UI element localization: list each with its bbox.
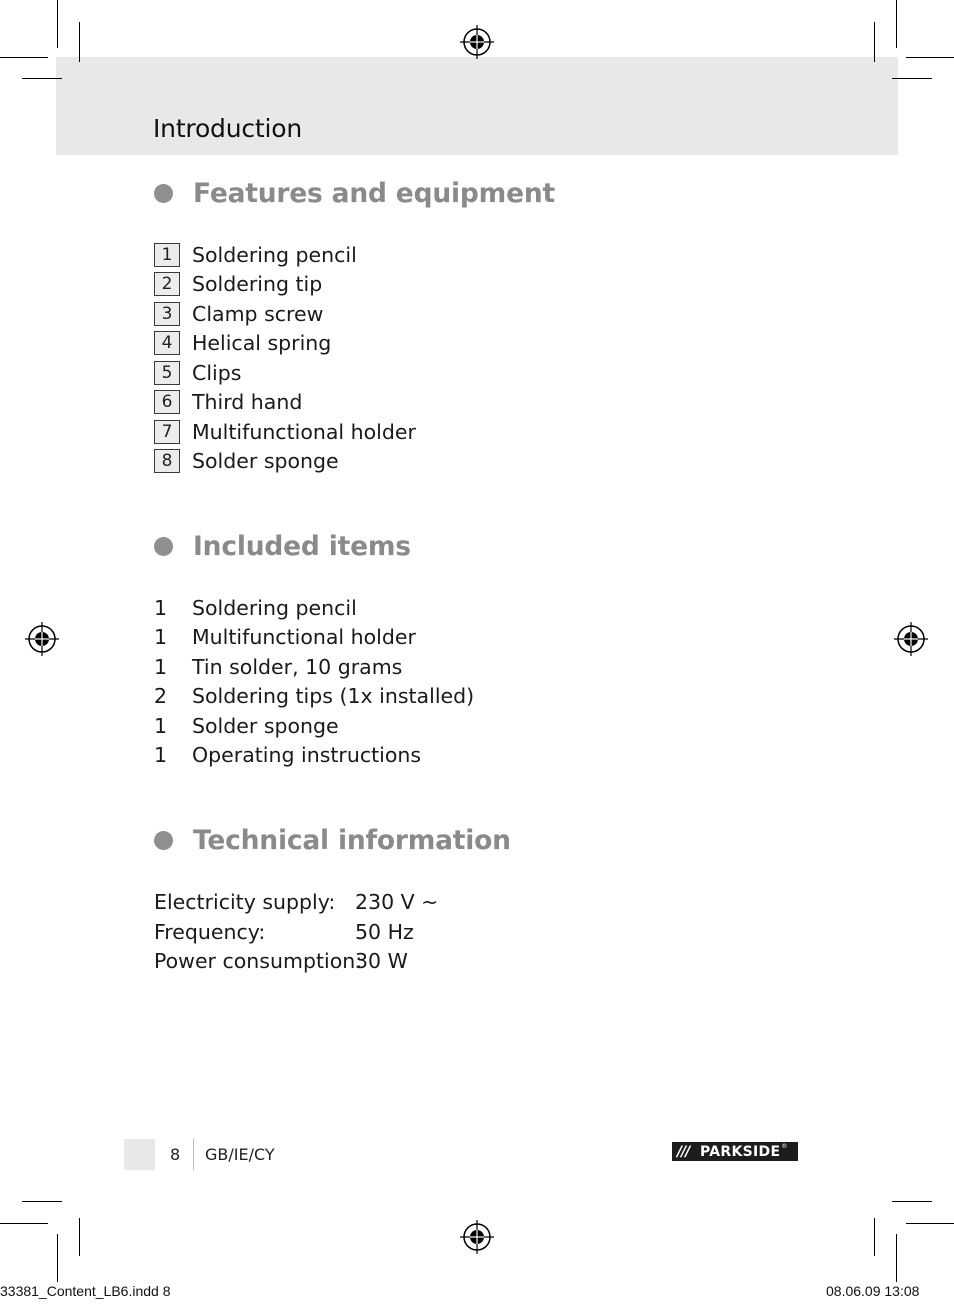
feature-label: Clips xyxy=(192,361,242,385)
feature-item xyxy=(154,446,339,476)
item-number-box: 5 xyxy=(154,361,180,385)
section-title: Features and equipment xyxy=(193,178,555,209)
crop-mark xyxy=(906,57,954,58)
bullet-dot-icon xyxy=(154,537,173,556)
feature-item xyxy=(154,299,323,329)
brand-name: PARKSIDE xyxy=(700,1143,781,1160)
bullet-dot-icon xyxy=(154,184,173,203)
registration-mark-icon xyxy=(894,622,928,656)
item-number-box: 3 xyxy=(154,302,180,326)
crop-mark xyxy=(0,1223,48,1224)
crop-mark xyxy=(22,78,62,79)
region-code: GB/IE/CY xyxy=(205,1145,275,1164)
feature-item xyxy=(154,240,357,270)
crop-mark xyxy=(22,1201,62,1202)
section-title: Included items xyxy=(193,531,411,562)
spec-label: Electricity supply: xyxy=(154,890,336,914)
registration-mark-icon xyxy=(460,25,494,59)
included-item xyxy=(154,622,416,652)
page-number: 8 xyxy=(170,1145,181,1164)
crop-mark xyxy=(906,1223,954,1224)
item-number-box: 8 xyxy=(154,449,180,473)
feature-item xyxy=(154,387,302,417)
footer-divider xyxy=(193,1139,194,1170)
item-number-box: 4 xyxy=(154,331,180,355)
item-number-box: 1 xyxy=(154,243,180,267)
spec-value: 230 V ~ xyxy=(355,890,439,914)
crop-mark xyxy=(896,1234,897,1282)
crop-mark xyxy=(0,57,48,58)
crop-mark xyxy=(79,1218,80,1256)
logo-stripes-icon: /// xyxy=(677,1143,690,1160)
crop-mark xyxy=(892,1201,932,1202)
tech-spec-row xyxy=(154,946,408,976)
included-item xyxy=(154,681,474,711)
crop-mark xyxy=(79,22,80,62)
parkside-logo xyxy=(672,1142,798,1161)
registration-mark-icon xyxy=(25,622,59,656)
feature-label: Clamp screw xyxy=(192,302,324,326)
bullet-dot-icon xyxy=(154,831,173,850)
included-label: Soldering pencil xyxy=(192,596,357,620)
item-quantity: 1 xyxy=(154,714,168,738)
included-item xyxy=(154,740,421,770)
item-quantity: 1 xyxy=(154,743,168,767)
included-label: Soldering tips (1x installed) xyxy=(192,684,475,708)
tech-spec-row xyxy=(154,887,438,917)
included-item xyxy=(154,593,357,623)
section-heading-technical xyxy=(154,825,511,856)
feature-label: Solder sponge xyxy=(192,449,339,473)
included-label: Multifunctional holder xyxy=(192,625,416,649)
crop-mark xyxy=(874,1218,875,1256)
feature-item xyxy=(154,328,331,358)
feature-item xyxy=(154,358,241,388)
included-label: Solder sponge xyxy=(192,714,339,738)
print-slug-file: 33381_Content_LB6.indd 8 xyxy=(0,1283,171,1299)
crop-mark xyxy=(892,78,932,79)
spec-label: Power consumption: xyxy=(154,949,363,973)
spec-value: 50 Hz xyxy=(355,920,414,944)
spec-label: Frequency: xyxy=(154,920,266,944)
section-title: Technical information xyxy=(193,825,511,856)
tech-spec-row xyxy=(154,917,414,947)
section-heading-included xyxy=(154,531,411,562)
footer-tab xyxy=(124,1139,155,1170)
feature-label: Soldering pencil xyxy=(192,243,357,267)
item-quantity: 1 xyxy=(154,655,168,679)
included-item xyxy=(154,652,402,682)
included-item xyxy=(154,711,339,741)
item-quantity: 2 xyxy=(154,684,168,708)
feature-label: Helical spring xyxy=(192,331,332,355)
crop-mark xyxy=(874,22,875,62)
feature-item xyxy=(154,269,322,299)
included-label: Tin solder, 10 grams xyxy=(192,655,403,679)
registration-mark-icon xyxy=(460,1220,494,1254)
feature-label: Soldering tip xyxy=(192,272,323,296)
included-label: Operating instructions xyxy=(192,743,422,767)
item-number-box: 6 xyxy=(154,390,180,414)
item-number-box: 7 xyxy=(154,420,180,444)
feature-label: Third hand xyxy=(192,390,303,414)
item-number-box: 2 xyxy=(154,272,180,296)
registered-mark: ® xyxy=(781,1143,788,1150)
feature-item xyxy=(154,417,416,447)
crop-mark xyxy=(896,0,897,48)
spec-value: 30 W xyxy=(355,949,408,973)
crop-mark xyxy=(57,0,58,48)
page-title: Introduction xyxy=(153,114,302,143)
item-quantity: 1 xyxy=(154,596,168,620)
crop-mark xyxy=(57,1234,58,1282)
feature-label: Multifunctional holder xyxy=(192,420,416,444)
section-heading-features xyxy=(154,178,555,209)
print-slug-timestamp: 08.06.09 13:08 xyxy=(826,1283,920,1299)
item-quantity: 1 xyxy=(154,625,168,649)
